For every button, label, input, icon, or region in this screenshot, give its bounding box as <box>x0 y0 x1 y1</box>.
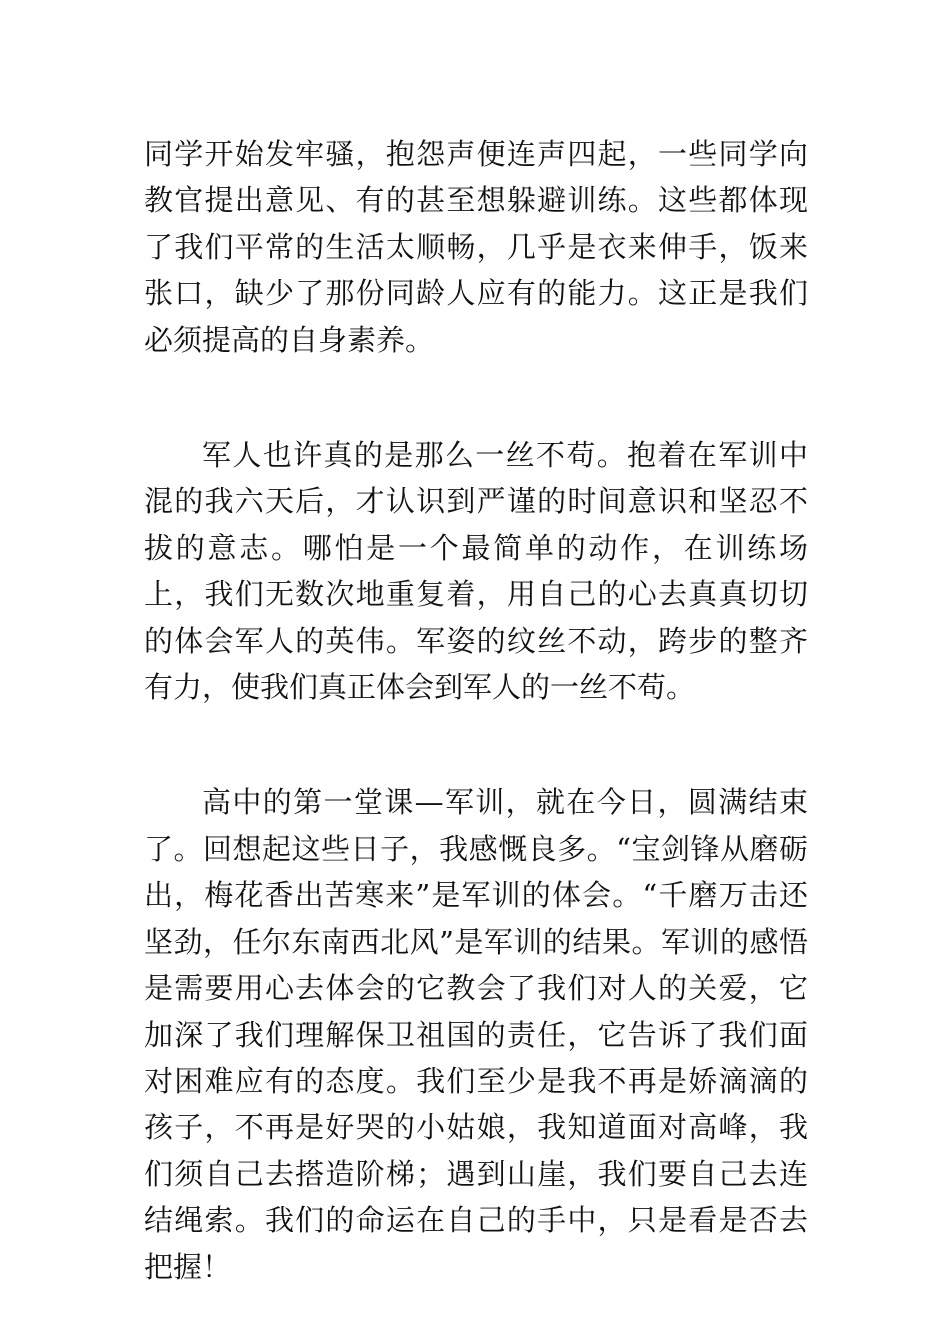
paragraph-2: 军人也许真的是那么一丝不苟。抱着在军训中混的我六天后，才认识到严谨的时间意识和坚忍不拔的意志。哪怕是一个最简单的动作，在训练场上，我们无数次地重复着，用自己的心去真真切切的体会军人的英伟。军姿的纹丝不动，跨步的整齐有力，使我们真正体会到军人的一丝不苟。 <box>144 438 808 705</box>
paragraph-1: 同学开始发牢骚，抱怨声便连声四起，一些同学向教官提出意见、有的甚至想躲避训练。这些都体现了我们平常的生活太顺畅，几乎是衣来伸手，饭来张口，缺少了那份同龄人应有的能力。这正是我们必须提高的自身素养。 <box>144 137 808 357</box>
paragraph-gap <box>144 710 808 779</box>
paragraph-gap <box>144 363 808 432</box>
document-body <box>144 131 808 1290</box>
paragraph-3: 高中的第一堂课—军训，就在今日，圆满结束了。回想起这些日子，我感慨良多。“宝剑锋从磨砺出，梅花香出苦寒来”是军训的体会。“千磨万击还坚劲，任尔东南西北风”是军训的结果。军训的感悟是需要用心去体会的它教会了我们对人的关爱，它加深了我们理解保卫祖国的责任，它告诉了我们面对困难应有的态度。我们至少是我不再是娇滴滴的孩子，不再是好哭的小姑娘，我知道面对高峰，我们须自己去搭造阶梯；遇到山崖，我们要自己去连结绳索。我们的命运在自己的手中，只是看是否去把握！ <box>144 785 808 1284</box>
